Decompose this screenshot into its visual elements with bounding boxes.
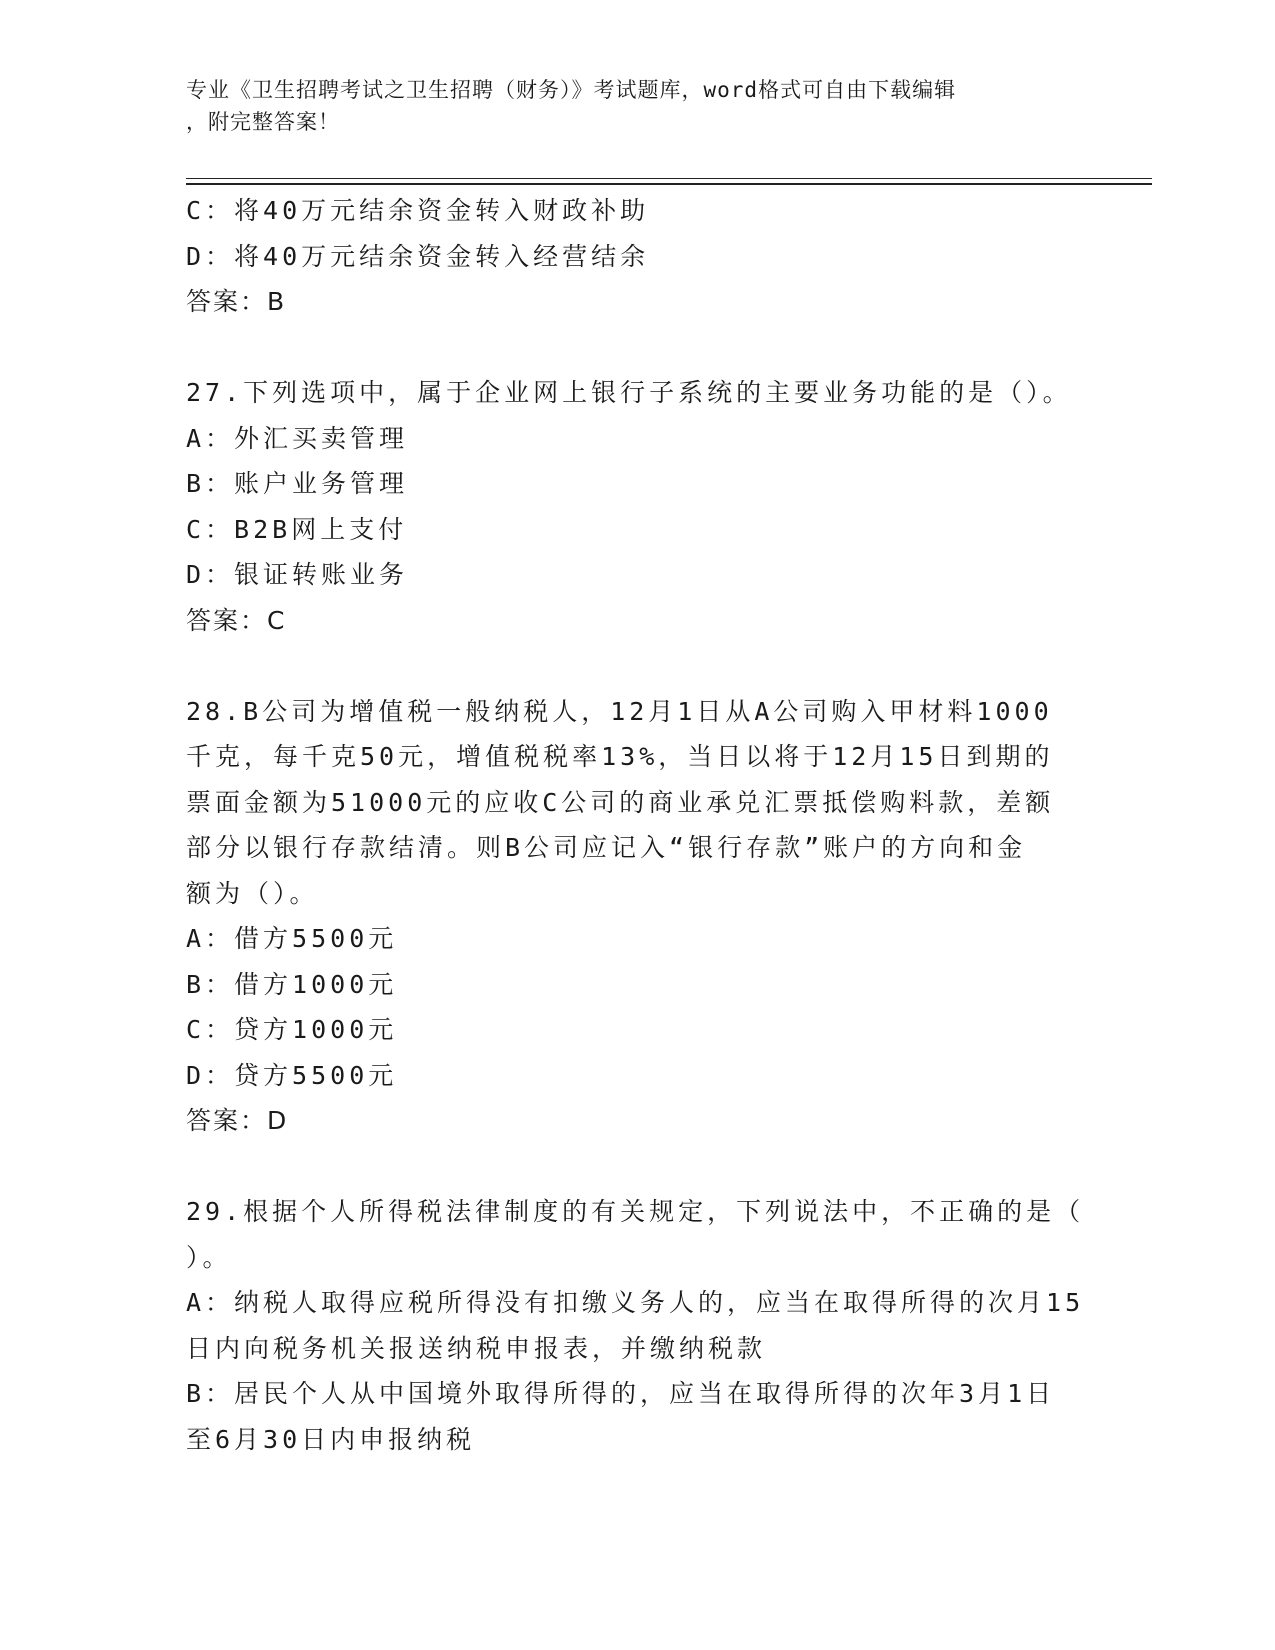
option-b-line-2: 至6月30日内申报纳税 xyxy=(186,1424,476,1454)
question-stem-line-2: ）。 xyxy=(186,1242,232,1272)
question-list xyxy=(186,188,1086,1462)
header-line-2: ，附完整答案！ xyxy=(186,110,340,134)
option-d: D：贷方5500元 xyxy=(186,1060,398,1090)
spacer xyxy=(186,1144,1086,1190)
question-26-tail xyxy=(186,188,1086,325)
header-divider-thin xyxy=(186,178,1152,179)
spacer xyxy=(186,643,1086,689)
question-28 xyxy=(186,689,1086,1144)
question-stem-line-5: 额为（）。 xyxy=(186,878,319,908)
option-b: B：账户业务管理 xyxy=(186,469,409,498)
question-stem-line-3: 票面金额为51000元的应收C公司的商业承兑汇票抵偿购料款，差额 xyxy=(186,787,1055,817)
option-c: C：B2B网上支付 xyxy=(186,514,408,544)
header-divider-thick xyxy=(186,183,1152,185)
answer: 答案：C xyxy=(186,605,287,635)
option-c: C：将40万元结余资金转入财政补助 xyxy=(186,196,650,225)
answer: 答案：D xyxy=(186,1106,289,1135)
question-27 xyxy=(186,370,1086,643)
question-stem: 27.下列选项中，属于企业网上银行子系统的主要业务功能的是（）。 xyxy=(186,378,1072,407)
option-b-line-1: B：居民个人从中国境外取得所得的，应当在取得所得的次年3月1日 xyxy=(186,1379,1056,1408)
option-a: A：借方5500元 xyxy=(186,924,398,953)
header-line-1: 专业《卫生招聘考试之卫生招聘（财务）》考试题库，word格式可自由下载编辑 xyxy=(186,78,957,102)
option-a-line-2: 日内向税务机关报送纳税申报表，并缴纳税款 xyxy=(186,1333,767,1363)
question-stem-line-4: 部分以银行存款结清。则B公司应记入“银行存款”账户的方向和金 xyxy=(186,833,1027,862)
option-a: A：外汇买卖管理 xyxy=(186,423,409,453)
answer: 答案：B xyxy=(186,287,287,316)
option-a-line-1: A：纳税人取得应税所得没有扣缴义务人的，应当在取得所得的次月15 xyxy=(186,1288,1085,1317)
option-d: D：将40万元结余资金转入经营结余 xyxy=(186,241,650,271)
question-29 xyxy=(186,1189,1086,1462)
document-header xyxy=(186,74,1086,138)
option-b: B：借方1000元 xyxy=(186,969,398,999)
option-d: D：银证转账业务 xyxy=(186,560,409,589)
spacer xyxy=(186,325,1086,371)
option-c: C：贷方1000元 xyxy=(186,1015,398,1044)
question-stem-line-1: 28.B公司为增值税一般纳税人，12月1日从A公司购入甲材料1000 xyxy=(186,696,1053,726)
question-stem-line-2: 千克，每千克50元，增值税税率13%，当日以将于12月15日到期的 xyxy=(186,742,1054,771)
question-stem-line-1: 29.根据个人所得税法律制度的有关规定，下列说法中，不正确的是（ xyxy=(186,1197,1085,1226)
